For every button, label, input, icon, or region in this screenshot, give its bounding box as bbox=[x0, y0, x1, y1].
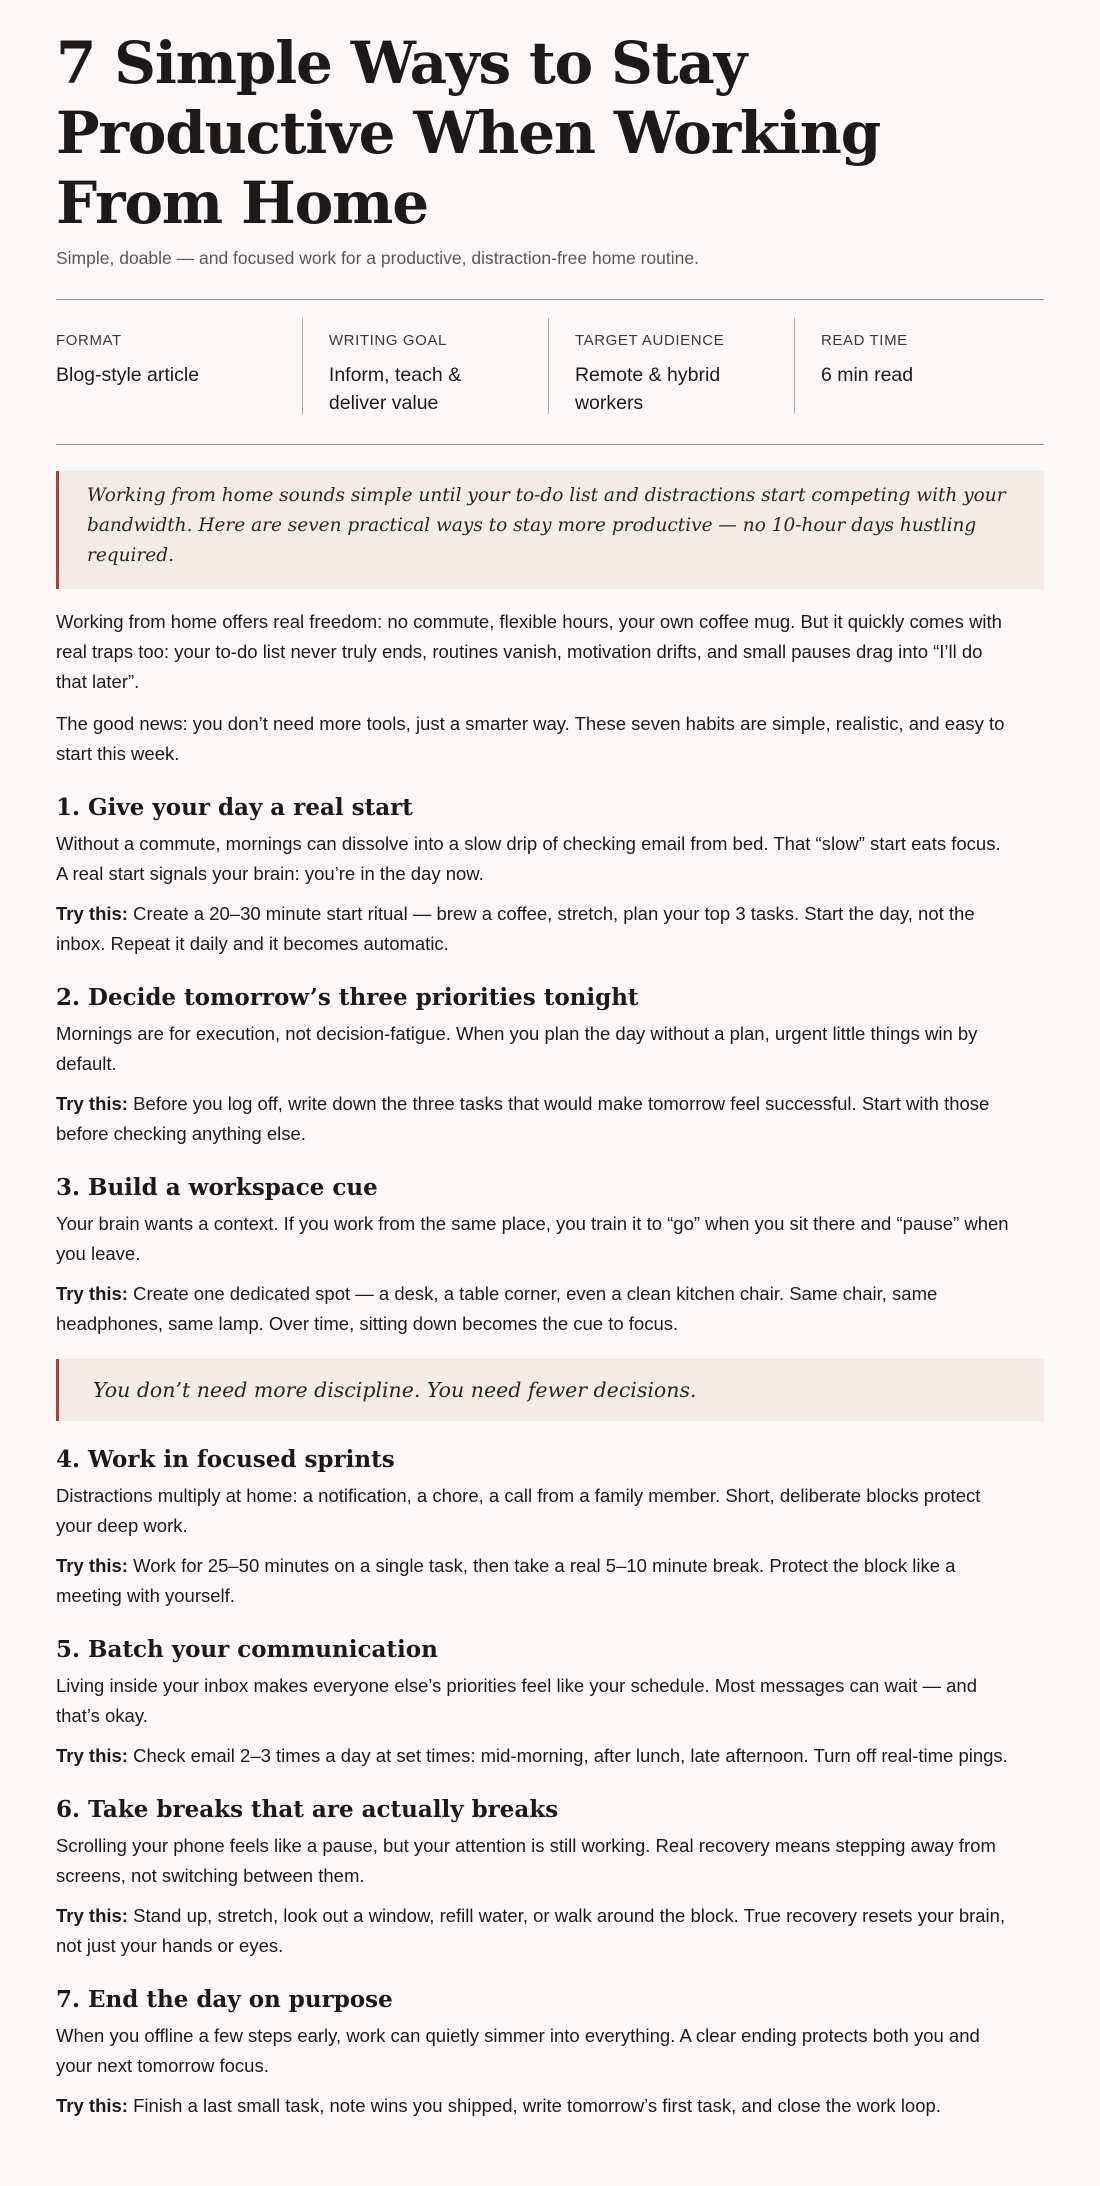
meta-label: READ TIME bbox=[820, 332, 908, 349]
try-this bbox=[56, 1089, 1016, 1149]
try-label: Try this: bbox=[56, 1745, 128, 1766]
meta-format bbox=[56, 318, 302, 414]
section-body: Distractions multiply at home: a notification, a chore, a call from a family member. Short, deliberate blocks protect your deep work. bbox=[56, 1485, 981, 1536]
section-1 bbox=[56, 793, 1040, 959]
section-heading: 7. End the day on purpose bbox=[56, 1986, 393, 2013]
meta-value: 6 min read bbox=[820, 364, 914, 386]
section-body: Without a commute, mornings can dissolve into a slow drip of checking email from bed. That “slow” start eats focus. A real start signals your brain: you’re in the day now. bbox=[56, 833, 1001, 884]
intro-quote: Working from home sounds simple until your to-do list and distractions start competing with your bandwidth. Here are seven practical ways to stay more productive — no 10-hour days hustling required. bbox=[56, 471, 1044, 589]
meta-writing-goal bbox=[302, 318, 548, 414]
intro-paragraph: Working from home offers real freedom: no commute, flexible hours, your own coffee mug. But it quickly comes with real traps too: your to-do list never truly ends, routines vanish, motivation drifts, and small pauses drag into “I’ll do that later”. bbox=[56, 611, 1002, 692]
section-body: Scrolling your phone feels like a pause, but your attention is still working. Real recovery means stepping away from screens, not switching between them. bbox=[56, 1835, 996, 1886]
try-text: Create one dedicated spot — a desk, a table corner, even a clean kitchen chair. Same chair, same headphones, same lamp. Over time, sitting down becomes the cue to focus. bbox=[56, 1283, 938, 1334]
try-text: Work for 25–50 minutes on a single task, then take a real 5–10 minute break. Protect the block like a meeting with yourself. bbox=[56, 1555, 956, 1606]
section-body: Living inside your inbox makes everyone else’s priorities feel like your schedule. Most messages can wait — and that’s okay. bbox=[56, 1675, 977, 1726]
meta-target-audience bbox=[548, 318, 794, 414]
try-label: Try this: bbox=[56, 2095, 128, 2116]
meta-label: WRITING GOAL bbox=[328, 332, 447, 349]
section-body: Your brain wants a context. If you work from the same place, you train it to “go” when you sit there and “pause” when you leave. bbox=[56, 1213, 1009, 1264]
subtitle: Simple, doable — and focused work for a productive, distraction-free home routine. bbox=[56, 248, 699, 268]
section-6 bbox=[56, 1795, 1040, 1961]
section-7 bbox=[56, 1985, 1040, 2121]
section-heading: 6. Take breaks that are actually breaks bbox=[56, 1796, 559, 1823]
try-this bbox=[56, 2091, 1016, 2121]
try-this bbox=[56, 1901, 1016, 1961]
meta-value: Inform, teach & deliver value bbox=[328, 364, 462, 414]
section-heading: 5. Batch your communication bbox=[56, 1636, 438, 1663]
divider-bottom bbox=[56, 444, 1044, 445]
section-heading: 3. Build a workspace cue bbox=[56, 1174, 378, 1201]
page-title: 7 Simple Ways to Stay Productive When Working From Home bbox=[56, 29, 881, 237]
try-label: Try this: bbox=[56, 1283, 128, 1304]
section-heading: 4. Work in focused sprints bbox=[56, 1446, 395, 1473]
try-text: Check email 2–3 times a day at set times: mid-morning, after lunch, late afternoon. Turn off real-time pings. bbox=[133, 1745, 1008, 1766]
try-this bbox=[56, 1741, 1016, 1771]
try-label: Try this: bbox=[56, 903, 128, 924]
meta-read-time bbox=[794, 318, 1040, 414]
mid-quote: You don’t need more discipline. You need fewer decisions. bbox=[56, 1359, 1044, 1421]
section-heading: 1. Give your day a real start bbox=[56, 794, 413, 821]
section-4 bbox=[56, 1445, 1040, 1611]
section-body: When you offline a few steps early, work can quietly simmer into everything. A clear ending protects both you and your next tomorrow focus. bbox=[56, 2025, 980, 2076]
section-heading: 2. Decide tomorrow’s three priorities tonight bbox=[56, 984, 639, 1011]
meta-label: TARGET AUDIENCE bbox=[574, 332, 725, 349]
meta-value: Blog-style article bbox=[56, 364, 200, 386]
try-label: Try this: bbox=[56, 1555, 128, 1576]
section-5 bbox=[56, 1635, 1040, 1771]
meta-value: Remote & hybrid workers bbox=[574, 364, 721, 414]
meta-label: FORMAT bbox=[56, 332, 122, 349]
try-this bbox=[56, 899, 1016, 959]
try-this bbox=[56, 1279, 1016, 1339]
intro-paragraph: The good news: you don’t need more tools, just a smarter way. These seven habits are simple, realistic, and easy to start this week. bbox=[56, 713, 1005, 764]
meta-bar bbox=[56, 300, 1040, 420]
try-text: Create a 20–30 minute start ritual — brew a coffee, stretch, plan your top 3 tasks. Start the day, not the inbox. Repeat it daily and it becomes automatic. bbox=[56, 903, 975, 954]
try-text: Before you log off, write down the three tasks that would make tomorrow feel successful. Start with those before checking anything else. bbox=[56, 1093, 990, 1144]
try-label: Try this: bbox=[56, 1905, 128, 1926]
section-body: Mornings are for execution, not decision-fatigue. When you plan the day without a plan, urgent little things win by default. bbox=[56, 1023, 978, 1074]
section-2 bbox=[56, 983, 1040, 1149]
section-3 bbox=[56, 1173, 1040, 1339]
try-text: Stand up, stretch, look out a window, refill water, or walk around the block. True recovery resets your brain, not just your hands or eyes. bbox=[56, 1905, 1006, 1956]
try-text: Finish a last small task, note wins you shipped, write tomorrow’s first task, and close the work loop. bbox=[133, 2095, 941, 2116]
try-this bbox=[56, 1551, 1016, 1611]
try-label: Try this: bbox=[56, 1093, 128, 1114]
